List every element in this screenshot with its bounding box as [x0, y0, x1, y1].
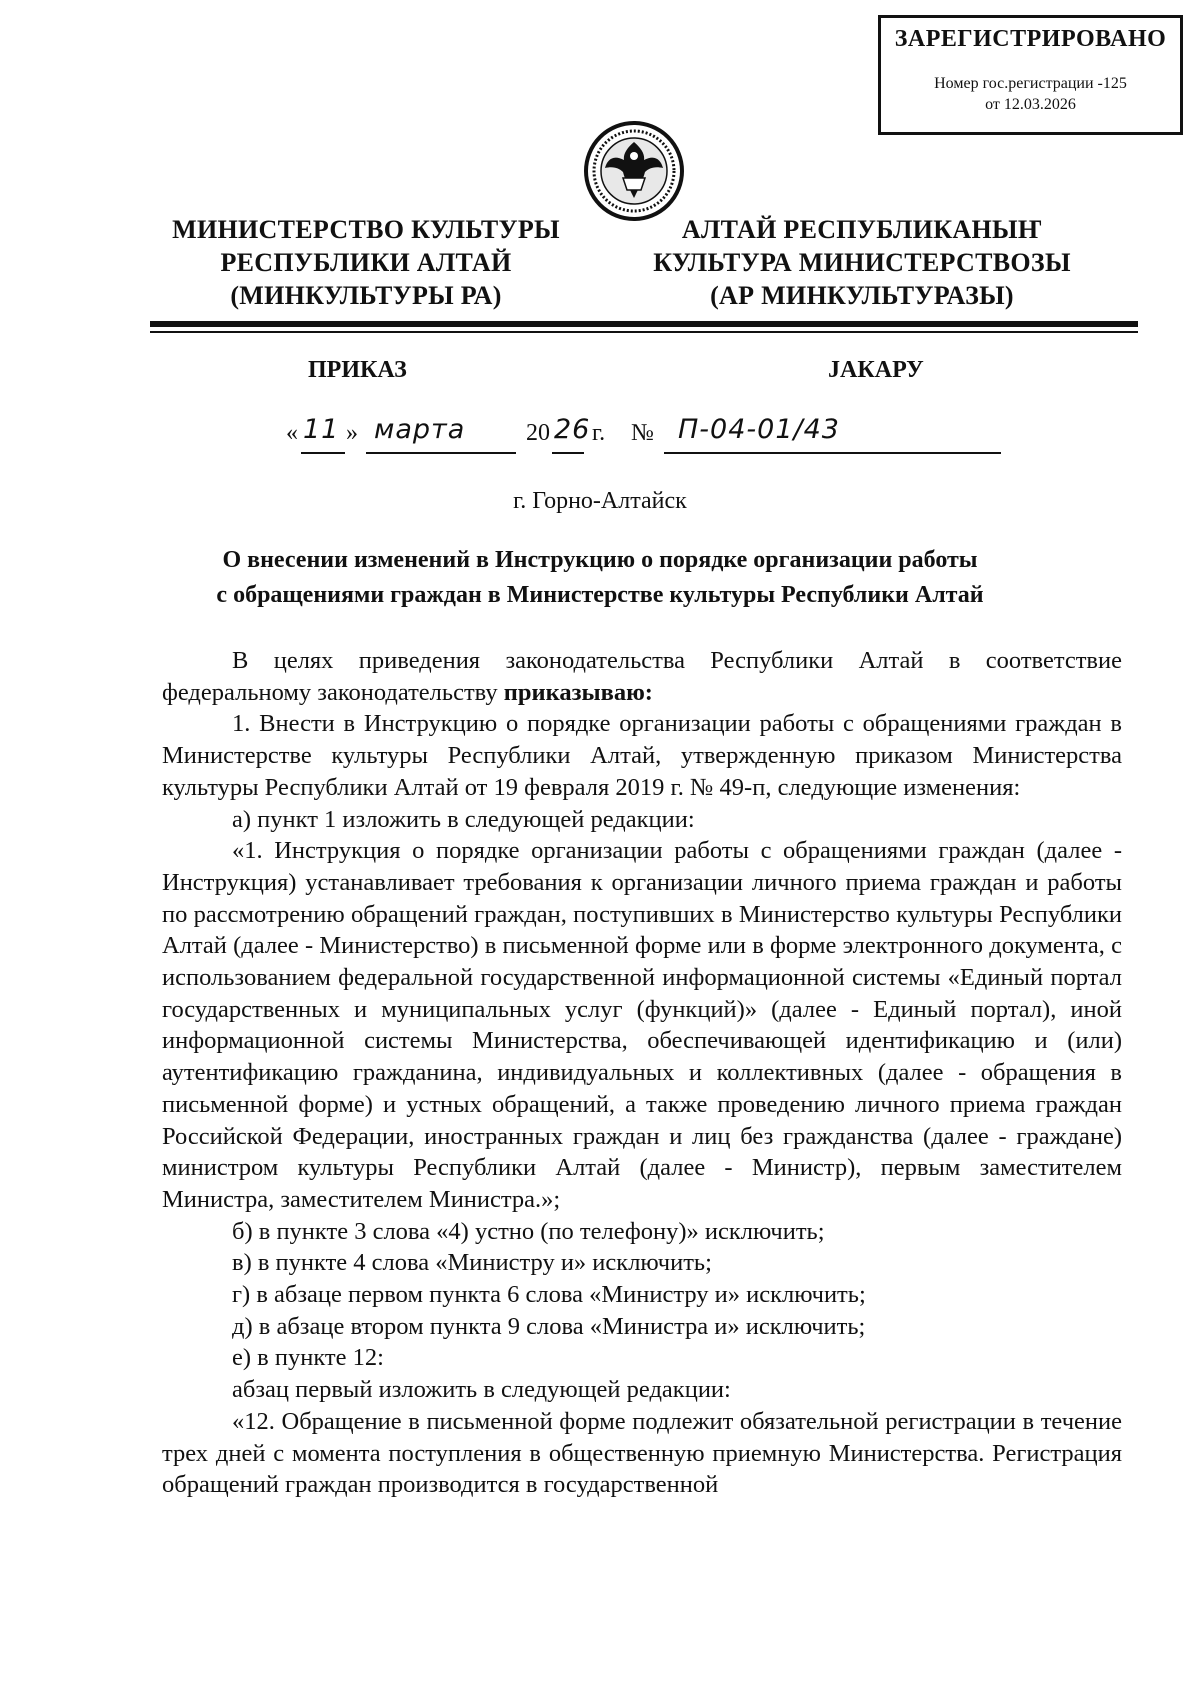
stamp-reg-date: от 12.03.2026: [985, 96, 1076, 113]
document-title-line: с обращениями граждан в Министерстве культуры Республики Алтай: [216, 582, 984, 608]
item-b: б) в пункте 3 слова «4) устно (по телефону)» исключить;: [232, 1217, 825, 1245]
coat-of-arms-emblem-icon: [583, 120, 685, 222]
ministry-name-alt-line: АЛТАЙ РЕСПУБЛИКАНЫҤ: [681, 215, 1043, 244]
item-e: е) в пункте 12:: [232, 1344, 384, 1372]
ministry-name-alt: [622, 213, 1102, 312]
ministry-name-ru: [126, 213, 606, 312]
order-month: марта: [374, 414, 466, 445]
header-rule-thin: [150, 331, 1138, 333]
document-body: [162, 645, 1122, 1501]
day-underline: [301, 452, 345, 454]
number-underline: [664, 452, 1001, 454]
order-year-prefix: 20: [526, 420, 550, 446]
document-title: [100, 543, 1100, 613]
ministry-name-ru-line: МИНИСТЕРСТВО КУЛЬТУРЫ: [172, 215, 560, 244]
item-1: 1. Внести в Инструкцию о порядке организации работы с обращениями граждан в Министерстве культуры Республики Алтай, утвержденную приказом Министерства культуры Республики Алтай от 19 февраля 2019 г. № 49-п, следующие изменения:: [162, 710, 1122, 801]
month-underline: [366, 452, 516, 454]
order-number-sign: №: [631, 420, 654, 446]
order-number: П-04-01/43: [678, 414, 840, 445]
intro-text: федеральному законодательству: [162, 678, 504, 706]
item-d: д) в абзаце втором пункта 9 слова «Министра и» исключить;: [232, 1312, 866, 1340]
intro-line-2: [162, 677, 1122, 709]
order-day: 11: [303, 414, 340, 445]
ministry-name-alt-line: (АР МИНКУЛЬТУРАЗЫ): [710, 281, 1014, 310]
order-year-suffix: 26: [554, 414, 591, 445]
document-title-line: О внесении изменений в Инструкцию о порядке организации работы: [222, 547, 978, 573]
ministry-name-ru-line: (МИНКУЛЬТУРЫ РА): [230, 281, 502, 310]
order-date-number-line: [286, 414, 1001, 458]
item-v: в) в пункте 4 слова «Министру и» исключить;: [232, 1249, 712, 1277]
abzac-line: абзац первый изложить в следующей редакции:: [232, 1376, 731, 1404]
quote-item-12: «12. Обращение в письменной форме подлежит обязательной регистрации в течение трех дней с момента поступления в общественную приемную Министерства. Регистрация обращений граждан производится в государственной: [162, 1407, 1122, 1499]
close-quote: »: [346, 420, 358, 446]
header-rule-thick: [150, 321, 1138, 327]
stamp-reg-number: Номер гос.регистрации -125: [934, 75, 1127, 92]
intro-line: В целях приведения законодательства Республики Алтай в соответствие: [232, 647, 1122, 674]
item-g: г) в абзаце первом пункта 6 слова «Министру и» исключить;: [232, 1281, 866, 1309]
registration-stamp: [878, 15, 1183, 135]
ministry-name-ru-line: РЕСПУБЛИКИ АЛТАЙ: [220, 248, 512, 277]
stamp-title: ЗАРЕГИСТРИРОВАНО: [894, 26, 1167, 52]
quote-item-1: «1. Инструкция о порядке организации работы с обращениями граждан (далее - Инструкция) устанавливает требования к организации личного приема граждан и работы по рассмотрению обращений граждан, поступивших в Министерство культуры Республики Алтай (далее - Министерство) в письменной форме или в форме электронного документа, с использованием федеральной государственной информационной системы «Единый портал государственных и муниципальных услуг (функций)» (далее - Единый портал), иной информационной системы Министерства, обеспечивающей идентификацию и (или) аутентификацию гражданина, индивидуальных и коллективных (далее - обращения в письменной форме) и устных обращений, а также проведению личного приема граждан Российской Федерации, иностранных граждан и лиц без гражданства (далее - граждане) министром культуры Республики Алтай (далее - Министр), первым заместителем Министра, заместителем Министра.»;: [162, 837, 1122, 1213]
item-a: а) пункт 1 изложить в следующей редакции:: [232, 805, 695, 833]
year-underline: [552, 452, 584, 454]
order-verb: приказываю:: [503, 678, 653, 706]
order-title-ru: ПРИКАЗ: [308, 357, 407, 383]
order-year-unit: г.: [592, 420, 606, 446]
open-quote: «: [286, 420, 298, 446]
ministry-name-alt-line: КУЛЬТУРА МИНИСТЕРСТВОЗЫ: [653, 248, 1071, 277]
order-title-alt: ЈАКАРУ: [828, 357, 924, 383]
city: г. Горно-Алтайск: [513, 488, 687, 514]
